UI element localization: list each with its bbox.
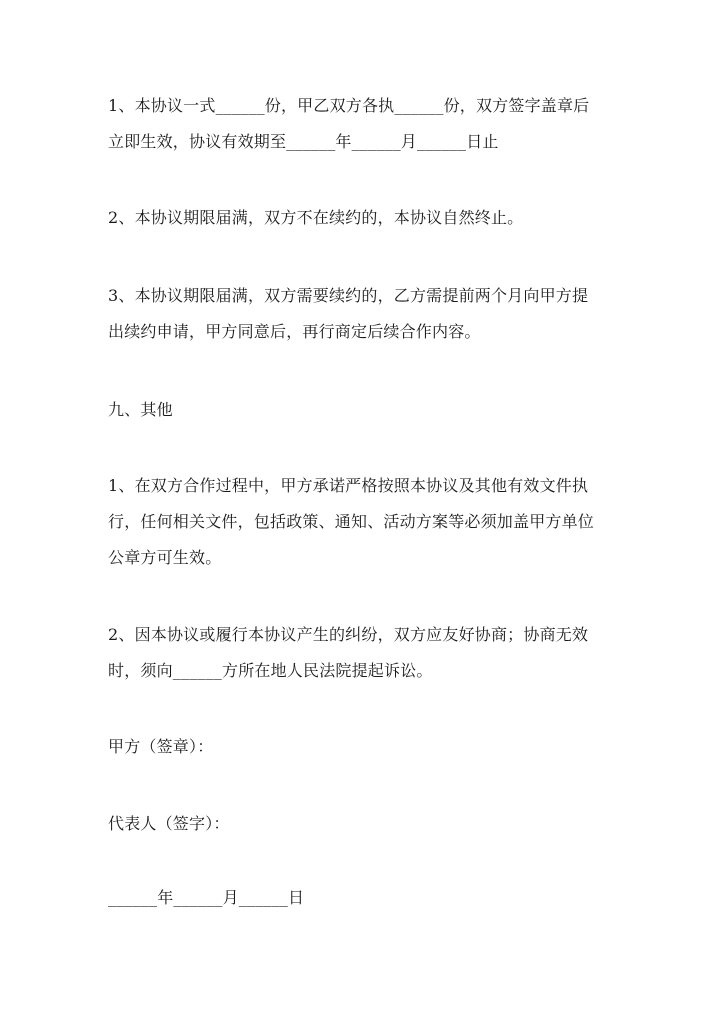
clause-3-line-1: 3、本协议期限届满，双方需要续约的，乙方需提前两个月向甲方提 bbox=[108, 286, 589, 305]
clause-2-line-1: 2、本协议期限届满，双方不在续约的，本协议自然终止。 bbox=[108, 208, 524, 227]
signature-date-text: ______年______月______日 bbox=[108, 888, 305, 907]
representative-sign-line bbox=[108, 806, 618, 842]
party-a-seal-label: 甲方（签章）： bbox=[108, 737, 214, 756]
other-clause-1-paragraph bbox=[108, 468, 618, 576]
clause-3-paragraph bbox=[108, 278, 618, 350]
other-clause-1-line-1: 1、在双方合作过程中，甲方承诺严格按照本协议及其他有效文件执 bbox=[108, 476, 589, 495]
other-clause-1-line-2: 行，任何相关文件，包括政策、通知、活动方案等必须加盖甲方单位 bbox=[108, 512, 595, 531]
other-clause-2-line-2: 时，须向______方所在地人民法院提起诉讼。 bbox=[108, 661, 433, 680]
signature-date-line bbox=[108, 880, 618, 916]
clause-1-line-2: 立即生效，协议有效期至______年______月______日止 bbox=[108, 132, 499, 151]
other-clause-2-line-1: 2、因本协议或履行本协议产生的纠纷，双方应友好协商；协商无效 bbox=[108, 625, 589, 644]
section-heading-text: 九、其他 bbox=[108, 400, 173, 419]
party-a-seal-line bbox=[108, 729, 618, 765]
other-clause-1-line-3: 公章方可生效。 bbox=[108, 548, 222, 567]
section-heading bbox=[108, 392, 618, 428]
clause-1-paragraph bbox=[108, 88, 618, 160]
other-clause-2-paragraph bbox=[108, 617, 618, 689]
representative-sign-label: 代表人（签字）： bbox=[108, 814, 230, 833]
clause-3-line-2: 出续约申请，甲方同意后，再行商定后续合作内容。 bbox=[108, 322, 481, 341]
clause-1-line-1: 1、本协议一式______份，甲乙双方各执______份，双方签字盖章后 bbox=[108, 96, 590, 115]
clause-2-paragraph bbox=[108, 200, 618, 236]
